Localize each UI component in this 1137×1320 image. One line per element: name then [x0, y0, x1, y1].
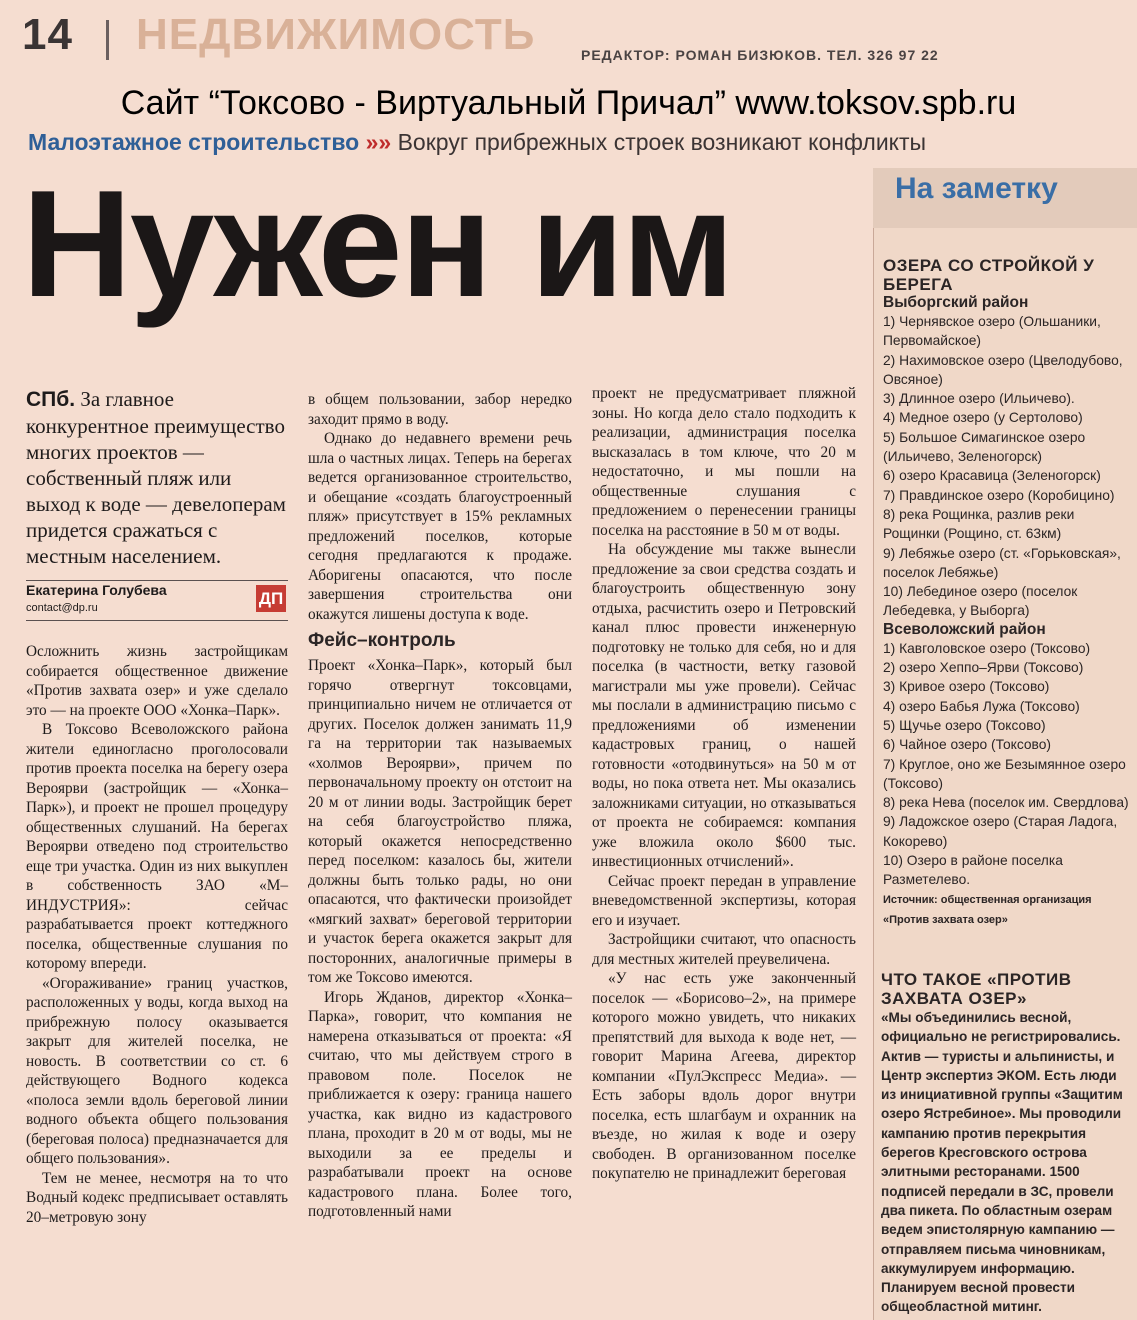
paragraph: Однако до недавнего времени речь шла о частных лицах. Теперь на берегах ведется организованное строительство, и обещание «создать благоустроенный пляж» присутствует в 15% рекламных предложений поселков, которые сегодня предлагаются к продаже. Аборигены опасаются, что после завершения строительства они окажутся лишены доступа к воде. [308, 430, 572, 623]
paragraph: В Токсово Всеволожского района жители единогласно проголосовали против проекта поселка на берегу озера Вероярви (застройщик — «Хонка–Парк»), и проект не прошел процедуру общественных слушаний. На берегах Вероярви отведено под строительство еще три участка. Один из них выкуплен в собственность ЗАО «М–ИНДУСТРИЯ»: сейчас разрабатывается проект коттеджного поселка, общественные слушания по которому впереди. [26, 721, 288, 972]
lead-tag: СПб. [26, 388, 76, 411]
list-item: 10) Озеро в районе поселка Разметелево. [883, 853, 1063, 888]
paragraph: проект не предусматривает пляжной зоны. Но когда дело стало подходить к реализации, администрация поселка высказалась в том ключе, что 20 м недостаточно, и мы пошли на общественные слушания с предложением о перенесении границы поселка на расстояние в 50 м от воды. [592, 385, 856, 539]
list-item: 9) Лебяжье озеро (ст. «Горьковская», поселок Лебяжье) [883, 545, 1121, 580]
list-item: 1) Кавголовское озеро (Токсово) [883, 640, 1091, 656]
list-item: 6) Чайное озеро (Токсово) [883, 737, 1051, 753]
list-item: 1) Чернявское озеро (Ольшаники, Первомайское) [883, 314, 1101, 349]
list-item: 7) Правдинское озеро (Коробицино) [883, 487, 1115, 503]
page-number: 14 [22, 10, 73, 59]
header-divider [106, 20, 109, 60]
paragraph: Осложнить жизнь застройщикам собирается общественное движение «Против захвата озер» и уже сделало это — на проекте ООО «Хонка–Парк». [26, 643, 288, 719]
paragraph: На обсуждение мы также вынесли предложение за свои средства создать и благоустроить общественную зону отдыха, расчистить озеро и Петровский канал плюс провести инженерную подготовку не только для себя, но и для поселка (в частности, ветку газовой магистрали мы уже провели). Сейчас мы послали в администрацию письмо с предложениями об изменении кадастровых границ, о нашей готовности «отодвинуться» на 50 м от воды, но пока ответа нет. Мы оказались заложниками ситуации, но отказываться от проекта не собираемся: компания уже вложила около $600 тыс. инвестиционных отчислений». [592, 541, 856, 870]
source-note: Источник: общественная организация «Против захвата озер» [883, 893, 1092, 926]
movement-info [881, 970, 1131, 1317]
lead-paragraph [26, 386, 288, 569]
list-item: 8) река Рощинка, разлив реки Рощинки (Рощино, ст. 63км) [883, 506, 1075, 542]
paragraph: Застройщики считают, что опасность для местных жителей преувеличена. [592, 931, 856, 968]
list-item: 2) Нахимовское озеро (Цвелодубово, Овсяное) [883, 352, 1123, 387]
rubric-line [28, 129, 926, 156]
article-column-2 [308, 390, 572, 1222]
list-item: 10) Лебединое озеро (поселок Лебедевка, у Выборга) [883, 584, 1078, 619]
list-item: 7) Круглое, оно же Безымянное озеро (Токсово) [883, 756, 1126, 791]
list-item: 2) озеро Хеппо–Ярви (Токсово) [883, 660, 1084, 676]
dp-logo: ДП [256, 585, 286, 612]
lead-text: За главное конкурентное преимущество многих проектов — собственный пляж или выход к воде — девелоперам придется сражаться с местным населением. [26, 387, 286, 568]
subheading: Фейс–контроль [308, 630, 456, 651]
author-rule-top [26, 580, 288, 581]
headline: Нужен им [22, 159, 733, 329]
paragraph: «Огораживание» границ участков, расположенных у воды, когда выход на прибрежную полосу оказывается закрыт для жителей поселка, не новость. В соответствии со ст. 6 действующего Водного кодекса «полоса земли вдоль береговой линии водного объекта общего пользования (береговая полоса) предназначается для общего пользования». [26, 974, 288, 1167]
list-item: 5) Щучье озеро (Токсово) [883, 717, 1046, 733]
rubric-arrows: »» [365, 129, 392, 155]
paragraph: Проект «Хонка–Парк», который был горячо отвергнут токсовцами, принципиально ничем не отличается от других. Поселок должен занимать 11,9 га на территории так называемых «холмов Вероярви», причем по первоначальному проекту он отстоит на 20 м от линии воды. Застройщик берет на себя благоустройство пляжа, который окажется непосредственно перед поселком: казалось бы, жители должны быть только рады, но они опасаются, что фактически произойдет «мягкий захват» береговой территории и участок берега окажется закрыт для посторонних, аналогичные примеры в том же Токсово имеются. [308, 657, 572, 986]
list-item: 4) озеро Бабья Лужа (Токсово) [883, 698, 1080, 714]
author-name: Екатерина Голубева [26, 582, 167, 598]
section-title: НЕДВИЖИМОСТЬ [136, 10, 536, 59]
list-item: 5) Большое Симагинское озеро (Ильичево, Зеленогорск) [883, 429, 1086, 465]
author-email: contact@dp.ru [26, 602, 98, 614]
author-rule-bottom [26, 620, 288, 621]
district-heading: Выборгский район [883, 294, 1029, 311]
site-watermark-text: Сайт “Токсово - Виртуальный Причал” www.toksov.spb.ru [120, 84, 1017, 122]
movement-text: «Мы объединились весной, официально не регистрировались. Актив — туристы и альпинисты, и Центр экспертиз ЭКОМ. Есть люди из инициативной группы «Защитим озеро Ястребиное». Мы проводили кампанию против перекрытия берегов Кресговского острова элитными ресторанами. 1500 подписей передали в ЗС, провели два пикета. По областным озерам ведем эпистолярную кампанию — отправляем письма чиновникам, аккумулируем информацию. Планируем весной провести общеобластной митинг. [881, 1010, 1123, 1315]
list-item: 9) Ладожское озеро (Старая Ладога, Кокорево) [883, 814, 1118, 849]
editor-credit: РЕДАКТОР: РОМАН БИЗЮКОВ. ТЕЛ. 326 97 22 [581, 47, 939, 63]
list-item: 8) река Нева (поселок им. Свердлова) [883, 795, 1129, 811]
list-item: 6) озеро Красавица (Зеленогорск) [883, 468, 1101, 484]
lakes-list [883, 256, 1131, 930]
rubric-label: Малоэтажное строительство [28, 129, 360, 155]
list-item: 4) Медное озеро (у Сертолово) [883, 410, 1083, 426]
article-column-3 [592, 384, 856, 1184]
district-heading: Всеволожский район [883, 620, 1046, 638]
paragraph: Сейчас проект передан в управление вневедомственной экспертизы, которая его и изучает. [592, 872, 856, 929]
paragraph: Игорь Жданов, директор «Хонка–Парка», говорит, что компания не намерена отказываться от проекта: «Я считаю, что мы действуем строго в правовом поле. Поселок не приближается к озеру: граница нашего участка, как видно из кадастрового плана, проходит в 20 м от воды, мы не выходили за ее пределы и разрабатывали проект на основе кадастрового плана. Более того, подготовленный нами [308, 988, 572, 1220]
movement-heading: ЧТО ТАКОЕ «ПРОТИВ ЗАХВАТА ОЗЕР» [881, 970, 1072, 1008]
paragraph: Тем не менее, несмотря на то что Водный кодекс предписывает оставлять 20–метровую зону [26, 1169, 288, 1226]
lakes-heading: ОЗЕРА СО СТРОЙКОЙ У БЕРЕГА [883, 256, 1095, 294]
list-item: 3) Кривое озеро (Токсово) [883, 679, 1050, 695]
rubric-subtitle: Вокруг прибрежных строек возникают конфликты [397, 129, 927, 155]
list-item: 3) Длинное озеро (Ильичево). [883, 391, 1075, 407]
article-column-1 [26, 642, 288, 1227]
paragraph: «У нас есть уже законченный поселок — «Борисово–2», на примере которого можно увидеть, что никаких препятствий для выхода к воде нет, — говорит Марина Агеева, директор компании «ПулЭкспресс Медиа». — Есть заборы вдоль дорог внутри поселка, есть шлагбаум и охранник на въезде, но жилая к воде и озеру свободен. В организованном поселке покупателю не принадлежит береговая [592, 970, 856, 1182]
sidebar-title: На заметку [895, 172, 1058, 205]
paragraph: в общем пользовании, забор нередко заходит прямо в воду. [308, 391, 572, 428]
